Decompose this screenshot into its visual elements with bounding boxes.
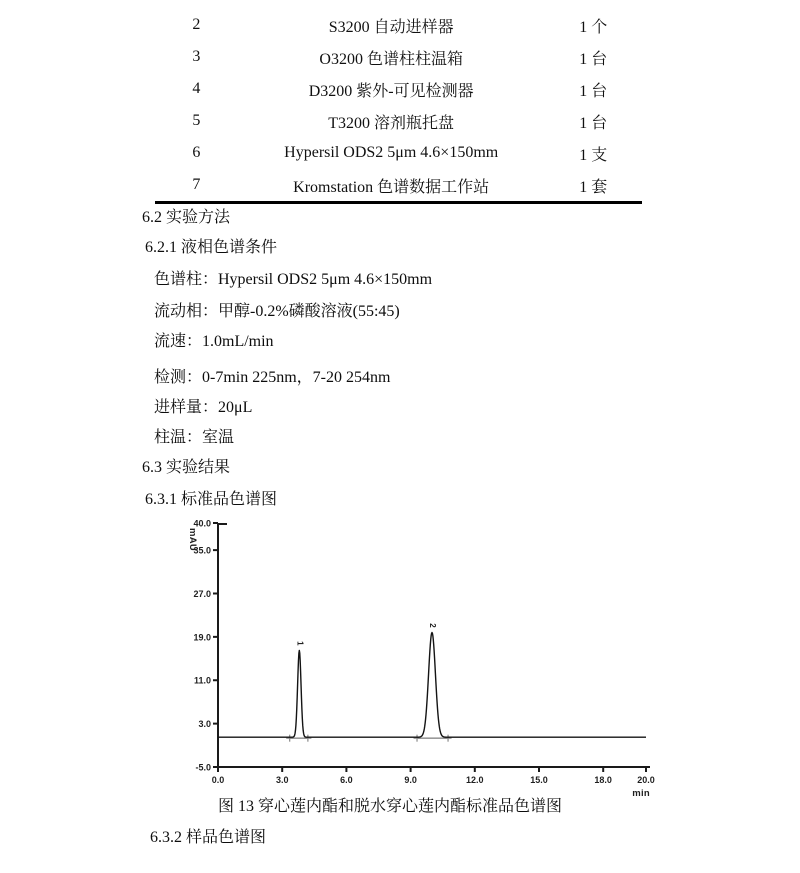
chromatogram bbox=[180, 512, 660, 804]
table-row bbox=[155, 41, 642, 73]
cell-qty: 1 台 bbox=[579, 50, 608, 68]
y-tick-label: 19.0 bbox=[193, 632, 211, 643]
table-row bbox=[155, 73, 642, 105]
cell-name: Hypersil ODS2 5μm 4.6×150mm bbox=[284, 144, 499, 161]
cell-name: Kromstation 色谱数据工作站 bbox=[293, 178, 490, 196]
heading-6-2: 6.2 实验方法 bbox=[142, 209, 231, 226]
y-tick-label: 11.0 bbox=[193, 675, 211, 686]
table-row bbox=[155, 9, 642, 41]
condition-mobile-phase: 流动相：甲醇-0.2%磷酸溶液(55:45) bbox=[154, 303, 400, 320]
signal-trace bbox=[218, 633, 646, 738]
y-tick-label: 27.0 bbox=[193, 588, 211, 599]
cell-name: S3200 自动进样器 bbox=[328, 18, 454, 36]
x-tick-label: 20.0 bbox=[637, 775, 655, 785]
cell-no: 4 bbox=[192, 80, 201, 97]
cell-name: T3200 溶剂瓶托盘 bbox=[328, 114, 455, 132]
cell-name: D3200 紫外-可见检测器 bbox=[308, 82, 474, 100]
condition-detection: 检测：0-7min 225nm，7-20 254nm bbox=[154, 369, 391, 386]
x-tick-label: 0.0 bbox=[211, 775, 225, 785]
cell-no: 6 bbox=[192, 144, 201, 161]
cell-qty: 1 台 bbox=[579, 114, 608, 132]
cell-no: 5 bbox=[192, 112, 201, 129]
y-tick-label: -5.0 bbox=[195, 762, 211, 773]
y-axis-label: mAU bbox=[187, 528, 198, 552]
y-tick-label: 35.0 bbox=[193, 545, 211, 556]
heading-6-2-1: 6.2.1 液相色谱条件 bbox=[145, 239, 278, 256]
figure-caption: 图 13 穿心莲内酯和脱水穿心莲内酯标准品色谱图 bbox=[217, 798, 562, 815]
x-tick-label: 12.0 bbox=[466, 775, 484, 785]
x-axis-label: min bbox=[632, 788, 650, 799]
condition-flow-rate: 流速：1.0mL/min bbox=[154, 333, 274, 350]
heading-6-3-1: 6.3.1 标准品色谱图 bbox=[145, 491, 278, 508]
heading-6-3-2: 6.3.2 样品色谱图 bbox=[150, 829, 267, 846]
cell-no: 7 bbox=[192, 176, 201, 193]
x-tick-label: 15.0 bbox=[530, 775, 548, 785]
x-tick-label: 6.0 bbox=[340, 775, 353, 785]
table-row bbox=[155, 169, 642, 201]
cell-no: 3 bbox=[192, 48, 201, 65]
x-tick-label: 18.0 bbox=[594, 775, 612, 785]
table-row bbox=[155, 137, 642, 169]
cell-no: 2 bbox=[192, 16, 201, 33]
cell-qty: 1 套 bbox=[579, 178, 608, 196]
condition-injection-volume: 进样量：20μL bbox=[154, 399, 253, 416]
peak-label: 1 bbox=[295, 641, 305, 646]
cell-qty: 1 台 bbox=[579, 82, 608, 100]
condition-column: 色谱柱：Hypersil ODS2 5μm 4.6×150mm bbox=[154, 271, 433, 288]
y-tick-label: 3.0 bbox=[198, 719, 211, 730]
y-tick-label: 40.0 bbox=[193, 518, 211, 529]
condition-column-temperature: 柱温：室温 bbox=[154, 429, 235, 446]
peak-label: 2 bbox=[428, 623, 437, 628]
cell-qty: 1 个 bbox=[579, 18, 608, 36]
x-tick-label: 3.0 bbox=[275, 775, 289, 785]
equipment-table bbox=[155, 9, 642, 204]
cell-qty: 1 支 bbox=[579, 146, 608, 164]
table-row bbox=[155, 105, 642, 137]
cell-name: O3200 色谱柱柱温箱 bbox=[319, 50, 463, 68]
x-tick-label: 9.0 bbox=[404, 775, 417, 785]
heading-6-3: 6.3 实验结果 bbox=[142, 459, 231, 476]
